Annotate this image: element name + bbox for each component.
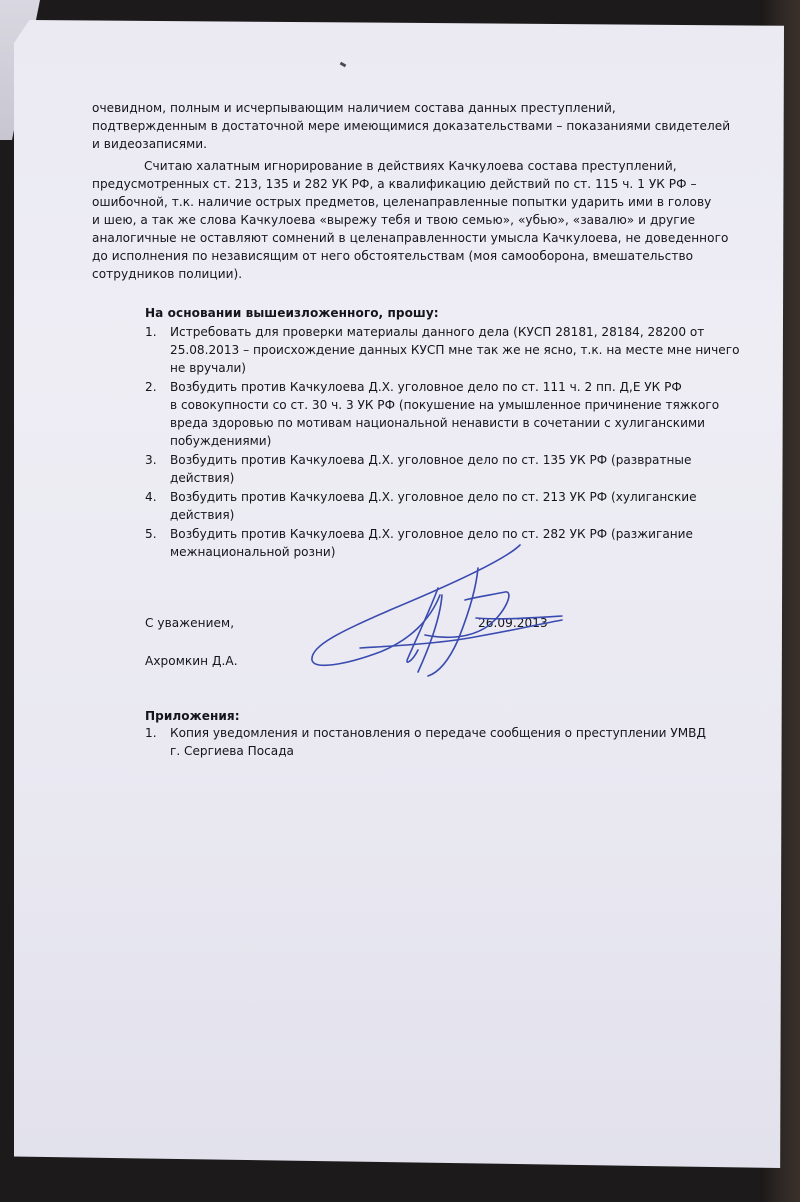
- text-line: 25.08.2013 – происхождение данных КУСП мне так же не ясно, т.к. на месте мне ничего: [170, 343, 740, 357]
- author-name: Ахромкин Д.А.: [145, 654, 238, 668]
- list-item: [145, 451, 715, 487]
- text-line: действия): [170, 471, 235, 485]
- text-line: Возбудить против Качкулоева Д.Х. уголовное дело по ст. 213 УК РФ (хулиганские: [170, 490, 697, 504]
- text-line: действия): [170, 508, 235, 522]
- list-number: 2.: [145, 380, 157, 394]
- text-line: подтвержденным в достаточной мере имеющимися доказательствами – показаниями свидетелей: [92, 119, 731, 133]
- text-line: и шею, а так же слова Качкулоева «вырежу тебя и твою семью», «убью», «завалю» и другие: [92, 213, 696, 227]
- text-line: до исполнения по независящим от него обстоятельствам (моя самооборона, вмешательство: [92, 249, 694, 263]
- list-number: 1.: [145, 325, 157, 339]
- text-line: Истребовать для проверки материалы данного дела (КУСП 28181, 28184, 28200 от: [170, 325, 705, 339]
- text-line: побуждениями): [170, 434, 272, 448]
- handwritten-signature: [300, 540, 570, 690]
- list-number: 3.: [145, 453, 157, 467]
- list-item: [145, 378, 720, 450]
- list-item: [145, 724, 706, 760]
- text-line: вреда здоровью по мотивам национальной ненависти в сочетании с хулиганскими: [170, 416, 705, 430]
- text-line: Возбудить против Качкулоева Д.Х. уголовное дело по ст. 135 УК РФ (развратные: [170, 453, 692, 467]
- text-line: Возбудить против Качкулоева Д.Х. уголовное дело по ст. 282 УК РФ (разжигание: [170, 527, 693, 541]
- list-number: 1.: [145, 726, 157, 740]
- text-line: межнациональной розни): [170, 545, 336, 559]
- closing-phrase: С уважением,: [145, 616, 235, 630]
- text-line: в совокупности со ст. 30 ч. 3 УК РФ (покушение на умышленное причинение тяжкого: [170, 398, 720, 412]
- request-heading: На основании вышеизложенного, прошу:: [145, 306, 439, 320]
- opinion-paragraph: [92, 157, 728, 283]
- request-list: [145, 323, 740, 562]
- text-line: аналогичные не оставляют сомнений в целенаправленности умысла Качкулоева, не доведенного: [92, 231, 729, 245]
- signature-date: 26.09.2013: [478, 616, 548, 630]
- text-line: не вручали): [170, 361, 247, 375]
- list-item: [145, 323, 740, 377]
- annex-heading: Приложения:: [145, 709, 240, 723]
- text-line: ошибочной, т.к. наличие острых предметов, целенаправленные попытки ударить ими в голову: [92, 195, 712, 209]
- text-line: очевидном, полным и исчерпывающим наличием состава данных преступлений,: [92, 101, 616, 115]
- text-line: сотрудников полиции).: [92, 267, 243, 281]
- continuation-paragraph: [92, 99, 730, 153]
- list-number: 5.: [145, 527, 157, 541]
- text-line: г. Сергиева Посада: [170, 744, 294, 758]
- annex-list: [145, 724, 706, 761]
- text-line: предусмотренных ст. 213, 135 и 282 УК РФ, а квалификацию действий по ст. 115 ч. 1 УК РФ –: [92, 177, 697, 191]
- text-line: и видеозаписями.: [92, 137, 208, 151]
- list-number: 4.: [145, 490, 157, 504]
- text-line: Возбудить против Качкулоева Д.Х. уголовное дело по ст. 111 ч. 2 пп. Д,Е УК РФ: [170, 380, 682, 394]
- list-item: [145, 488, 715, 524]
- text-line: Считаю халатным игнорирование в действиях Качкулоева состава преступлений,: [144, 159, 677, 173]
- text-line: Копия уведомления и постановления о передаче сообщения о преступлении УМВД: [170, 726, 706, 740]
